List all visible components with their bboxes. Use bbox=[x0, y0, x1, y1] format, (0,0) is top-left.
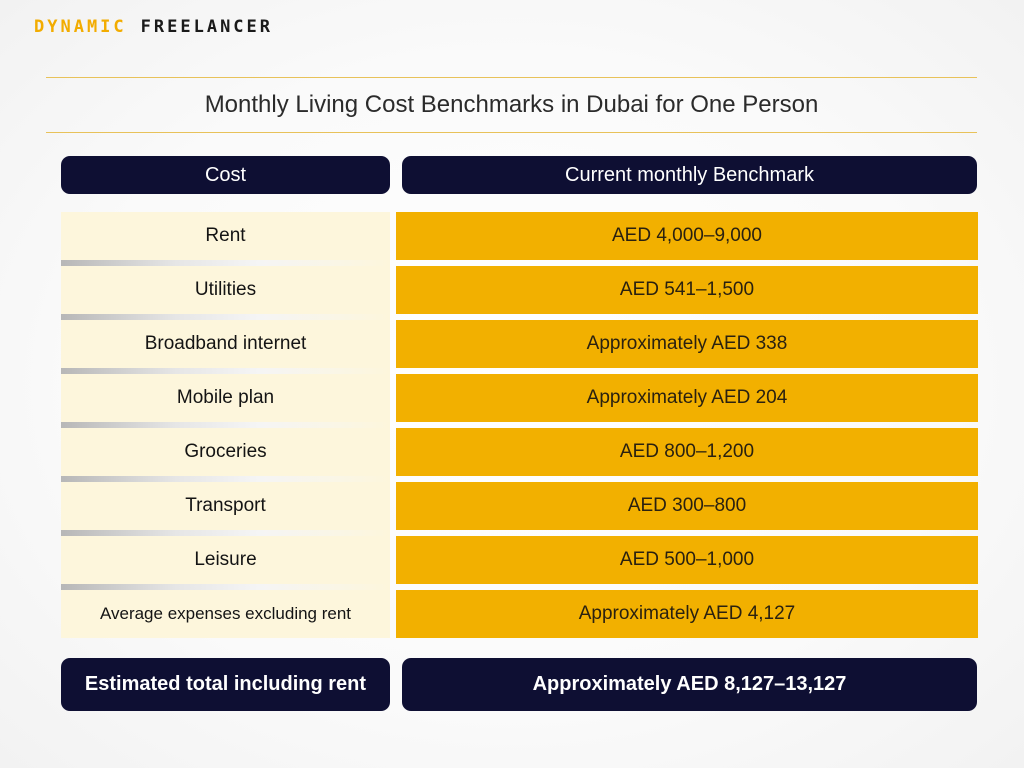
cost-cell: Leisure bbox=[61, 536, 390, 584]
cost-cell: Average expenses excluding rent bbox=[61, 590, 390, 638]
table-row bbox=[61, 266, 978, 320]
header-cost: Cost bbox=[61, 156, 390, 194]
total-label: Estimated total including rent bbox=[61, 658, 390, 711]
cost-cell: Transport bbox=[61, 482, 390, 530]
table-row bbox=[61, 536, 978, 590]
benchmark-cell: AED 541–1,500 bbox=[396, 266, 978, 314]
cost-cell: Rent bbox=[61, 212, 390, 260]
title-band bbox=[46, 77, 977, 133]
table-row bbox=[61, 590, 978, 644]
benchmark-cell: AED 800–1,200 bbox=[396, 428, 978, 476]
cost-cell: Groceries bbox=[61, 428, 390, 476]
brand-word-freelancer: FREELANCER bbox=[140, 17, 274, 37]
benchmark-cell: AED 300–800 bbox=[396, 482, 978, 530]
cost-table bbox=[61, 212, 978, 644]
table-row bbox=[61, 212, 978, 266]
cost-cell: Utilities bbox=[61, 266, 390, 314]
benchmark-cell: AED 4,000–9,000 bbox=[396, 212, 978, 260]
page-title: Monthly Living Cost Benchmarks in Dubai for One Person bbox=[204, 91, 819, 118]
cost-cell: Broadband internet bbox=[61, 320, 390, 368]
table-row bbox=[61, 428, 978, 482]
benchmark-cell: AED 500–1,000 bbox=[396, 536, 978, 584]
cost-cell: Mobile plan bbox=[61, 374, 390, 422]
header-benchmark: Current monthly Benchmark bbox=[402, 156, 977, 194]
brand-logo bbox=[34, 17, 273, 37]
benchmark-cell: Approximately AED 338 bbox=[396, 320, 978, 368]
table-row bbox=[61, 482, 978, 536]
brand-word-dynamic: DYNAMIC bbox=[34, 17, 127, 37]
table-row bbox=[61, 320, 978, 374]
benchmark-cell: Approximately AED 204 bbox=[396, 374, 978, 422]
table-row bbox=[61, 374, 978, 428]
total-value: Approximately AED 8,127–13,127 bbox=[402, 658, 977, 711]
benchmark-cell: Approximately AED 4,127 bbox=[396, 590, 978, 638]
